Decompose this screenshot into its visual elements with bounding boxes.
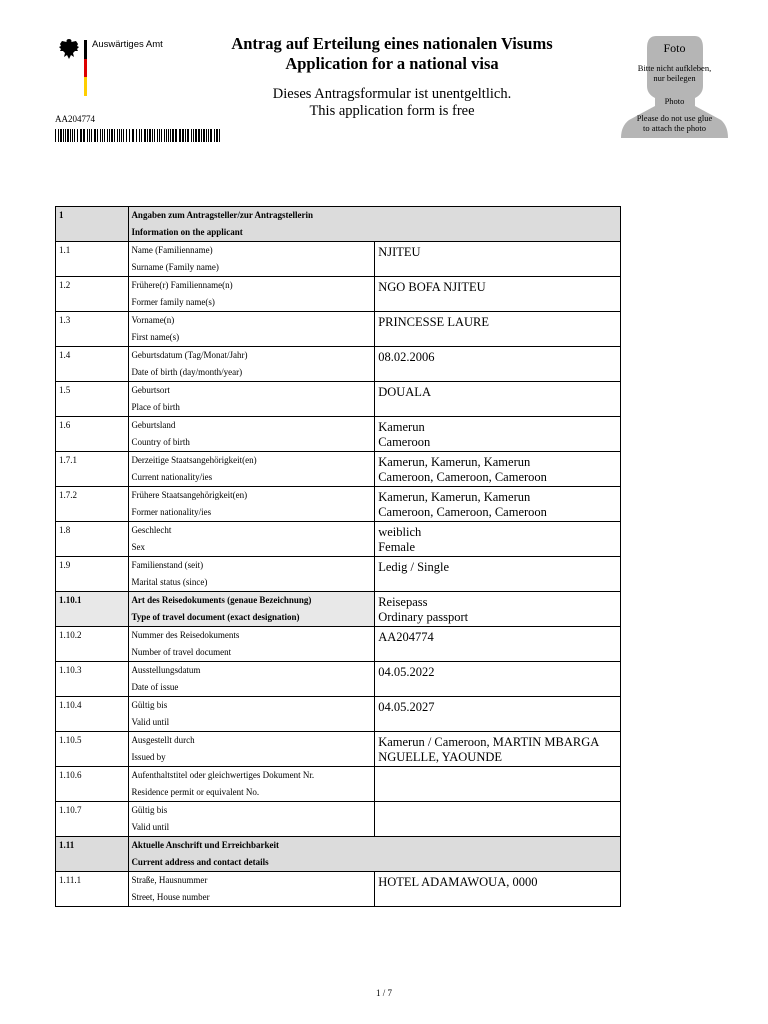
photo-note-en-2: to attach the photo (642, 123, 707, 133)
barcode-bar (141, 129, 142, 142)
barcode-bar (185, 129, 186, 142)
row-label (129, 697, 375, 732)
value-line-1: NGO BOFA NJITEU (378, 280, 486, 294)
barcode-bar (147, 129, 148, 142)
row-number: 1.9 (56, 557, 129, 592)
form-row (56, 277, 621, 312)
barcode-bar (195, 129, 197, 142)
barcode-bar (107, 129, 108, 142)
value-line-1: Kamerun, Kamerun, Kamerun (378, 490, 531, 504)
photo-label-de: Foto (663, 41, 686, 55)
label-en: Sex (131, 542, 145, 552)
barcode-bar (139, 129, 140, 142)
row-value (375, 592, 621, 627)
barcode-bar (187, 129, 189, 142)
label-de: Frühere(r) Familienname(n) (131, 280, 233, 290)
barcode-bar (182, 129, 184, 142)
label-de: Frühere Staatsangehörigkeit(en) (131, 490, 248, 500)
barcode-bar (102, 129, 103, 142)
row-label (129, 627, 375, 662)
label-en: Former nationality/ies (131, 507, 212, 517)
barcode-bar (97, 129, 98, 142)
label-en: Surname (Family name) (131, 262, 219, 272)
label-de: Geschlecht (131, 525, 172, 535)
label-de: Derzeitige Staatsangehörigkeit(en) (131, 455, 257, 465)
form-title-en: Application for a national visa (285, 54, 499, 73)
value-line-1: PRINCESSE LAURE (378, 315, 489, 329)
form-row (56, 732, 621, 767)
label-en: Place of birth (131, 402, 180, 412)
label-en: Former family name(s) (131, 297, 215, 307)
barcode-bar (172, 129, 174, 142)
row-number: 1.10.2 (56, 627, 129, 662)
free-form-note-de: Dieses Antragsformular ist unentgeltlich. (272, 86, 512, 102)
row-value (375, 242, 621, 277)
photo-label-en: Photo (664, 96, 685, 106)
row-value (375, 382, 621, 417)
barcode-bar (89, 129, 90, 142)
label-de: Straße, Hausnummer (131, 875, 208, 885)
label-de: Aufenthaltstitel oder gleichwertiges Dokument Nr. (131, 770, 315, 780)
barcode-bar (216, 129, 218, 142)
barcode-bar (198, 129, 200, 142)
organization-name: Auswärtiges Amt (92, 39, 163, 50)
barcode-bar (58, 129, 59, 142)
form-row (56, 872, 621, 907)
barcode-bar (208, 129, 209, 142)
row-value (375, 627, 621, 662)
barcode-bar (149, 129, 151, 142)
row-number: 1.10.4 (56, 697, 129, 732)
label-en: Residence permit or equivalent No. (131, 787, 260, 797)
barcode-bar (166, 129, 167, 142)
label-en: Valid until (131, 717, 170, 727)
row-label (129, 872, 375, 907)
barcode-bar (214, 129, 215, 142)
barcode-bar (80, 129, 82, 142)
free-form-note-en: This application form is free (309, 103, 475, 119)
barcode-bar (191, 129, 192, 142)
row-number: 1.10.6 (56, 767, 129, 802)
barcode-bar (121, 129, 122, 142)
barcode-bar (201, 129, 202, 142)
form-row (56, 312, 621, 347)
row-label (129, 767, 375, 802)
row-value (375, 697, 621, 732)
label-en: Valid until (131, 822, 170, 832)
barcode-bar (219, 129, 220, 142)
barcode-bar (159, 129, 160, 142)
row-value (375, 417, 621, 452)
row-value (375, 522, 621, 557)
row-number: 1.1 (56, 242, 129, 277)
row-label (129, 592, 375, 627)
barcode-bar (117, 129, 118, 142)
row-label (129, 207, 621, 242)
section-header-row (56, 837, 621, 872)
value-line-1: Ledig / Single (378, 560, 450, 574)
barcode-bar (114, 129, 115, 142)
barcode-bar (170, 129, 171, 142)
photo-note-de-1: Bitte nicht aufkleben, (637, 63, 712, 73)
barcode-bar (83, 129, 85, 142)
label-en: First name(s) (131, 332, 180, 342)
form-row (56, 557, 621, 592)
row-number: 1.6 (56, 417, 129, 452)
row-value (375, 347, 621, 382)
form-row (56, 417, 621, 452)
row-value (375, 802, 621, 837)
form-row (56, 697, 621, 732)
barcode-bar (164, 129, 165, 142)
row-label (129, 557, 375, 592)
barcode-bar (72, 129, 73, 142)
label-en: Issued by (131, 752, 166, 762)
barcode-bar (179, 129, 181, 142)
row-label (129, 732, 375, 767)
value-line-2: Female (378, 540, 415, 554)
barcode-bar (109, 129, 110, 142)
barcode-bar (161, 129, 162, 142)
barcode-bar (154, 129, 155, 142)
label-en: Date of birth (day/month/year) (131, 367, 243, 377)
section-header-row (56, 207, 621, 242)
value-line-1: weiblich (378, 525, 422, 539)
row-value (375, 557, 621, 592)
value-line-1: DOUALA (378, 385, 431, 399)
barcode-bar (100, 129, 101, 142)
label-en: Date of issue (131, 682, 179, 692)
label-en: Country of birth (131, 437, 190, 447)
row-value (375, 452, 621, 487)
row-label (129, 837, 621, 872)
photo-note-de-2: nur beilegen (653, 73, 696, 83)
form-row (56, 452, 621, 487)
row-number: 1.2 (56, 277, 129, 312)
row-number: 1.10.5 (56, 732, 129, 767)
barcode-bar (104, 129, 105, 142)
row-label (129, 662, 375, 697)
label-de: Ausgestellt durch (131, 735, 195, 745)
value-line-2: Cameroon (378, 435, 431, 449)
barcode-bar (55, 129, 56, 142)
label-de: Nummer des Reisedokuments (131, 630, 240, 640)
value-line-1: 08.02.2006 (378, 350, 435, 364)
value-line-1: AA204774 (378, 630, 434, 644)
form-row (56, 662, 621, 697)
label-en: Marital status (since) (131, 577, 208, 587)
form-row (56, 767, 621, 802)
federal-eagle-icon (58, 38, 80, 60)
label-en: Information on the applicant (131, 227, 243, 237)
row-label (129, 242, 375, 277)
row-label (129, 802, 375, 837)
barcode-bar (65, 129, 66, 142)
barcode-bar (123, 129, 124, 142)
row-label (129, 452, 375, 487)
reference-number: AA204774 (55, 114, 95, 124)
barcode-bar (126, 129, 127, 142)
barcode-bar (77, 129, 78, 142)
value-line-1: Kamerun, Kamerun, Kamerun (378, 455, 531, 469)
barcode-bar (67, 129, 69, 142)
label-en: Number of travel document (131, 647, 232, 657)
value-line-1: 04.05.2022 (378, 665, 435, 679)
row-label (129, 347, 375, 382)
barcode-bar (136, 129, 137, 142)
value-line-2: Cameroon, Cameroon, Cameroon (378, 470, 547, 484)
photo-placeholder (621, 34, 728, 138)
label-de: Familienstand (seit) (131, 560, 204, 570)
form-row (56, 627, 621, 662)
german-flag-stripe (84, 40, 87, 96)
barcode-bar (144, 129, 146, 142)
barcode-bar (203, 129, 205, 142)
label-de: Ausstellungsdatum (131, 665, 201, 675)
row-label (129, 522, 375, 557)
row-value (375, 277, 621, 312)
value-line-2: Ordinary passport (378, 610, 469, 624)
form-row (56, 802, 621, 837)
value-line-2: NGUELLE, YAOUNDE (378, 750, 503, 764)
label-en: Current nationality/ies (131, 472, 213, 482)
row-value (375, 662, 621, 697)
auswaertiges-amt-logo (58, 38, 188, 98)
barcode-bar (193, 129, 194, 142)
value-line-2: Cameroon, Cameroon, Cameroon (378, 505, 547, 519)
form-row (56, 487, 621, 522)
row-value (375, 487, 621, 522)
label-de: Name (Familienname) (131, 245, 213, 255)
barcode-bar (206, 129, 207, 142)
value-line-1: HOTEL ADAMAWOUA, 0000 (378, 875, 538, 889)
form-row (56, 242, 621, 277)
label-de: Geburtsland (131, 420, 176, 430)
label-de: Geburtsdatum (Tag/Monat/Jahr) (131, 350, 248, 360)
row-number: 1.10.7 (56, 802, 129, 837)
row-value (375, 312, 621, 347)
value-line-1: 04.05.2027 (378, 700, 435, 714)
value-line-1: NJITEU (378, 245, 421, 259)
form-row (56, 382, 621, 417)
value-line-1: Kamerun / Cameroon, MARTIN MBARGA (378, 735, 600, 749)
row-number: 1.10.3 (56, 662, 129, 697)
barcode-bar (152, 129, 153, 142)
row-number: 1.3 (56, 312, 129, 347)
label-de: Vorname(n) (131, 315, 175, 325)
row-number: 1.10.1 (56, 592, 129, 627)
barcode-bar (87, 129, 88, 142)
label-de: Gültig bis (131, 805, 168, 815)
value-line-1: Kamerun (378, 420, 425, 434)
barcode-bar (63, 129, 64, 142)
label-en: Street, House number (131, 892, 210, 902)
barcode-bar (91, 129, 92, 142)
form-row (56, 522, 621, 557)
row-label (129, 487, 375, 522)
barcode-bar (94, 129, 96, 142)
barcode-bar (119, 129, 120, 142)
row-label (129, 277, 375, 312)
row-label (129, 382, 375, 417)
barcode-bar (129, 129, 130, 142)
label-en: Type of travel document (exact designation) (131, 612, 300, 622)
barcode-bar (70, 129, 71, 142)
label-de: Aktuelle Anschrift und Erreichbarkeit (131, 840, 280, 850)
barcode-bar (175, 129, 177, 142)
value-line-1: Reisepass (378, 595, 428, 609)
row-number: 1.7.2 (56, 487, 129, 522)
row-number: 1.7.1 (56, 452, 129, 487)
photo-note-en-1: Please do not use glue (636, 113, 713, 123)
row-label (129, 417, 375, 452)
form-title-de: Antrag auf Erteilung eines nationalen Visums (231, 34, 553, 53)
label-de: Angaben zum Antragsteller/zur Antragstellerin (131, 210, 314, 220)
row-number: 1.11.1 (56, 872, 129, 907)
label-en: Current address and contact details (131, 857, 269, 867)
barcode-bar (168, 129, 169, 142)
row-label (129, 312, 375, 347)
barcode (55, 129, 221, 142)
label-de: Art des Reisedokuments (genaue Bezeichnung) (131, 595, 312, 605)
barcode-bar (74, 129, 75, 142)
form-row (56, 347, 621, 382)
row-number: 1.11 (56, 837, 129, 872)
row-number: 1.4 (56, 347, 129, 382)
label-de: Gültig bis (131, 700, 168, 710)
form-row (56, 592, 621, 627)
barcode-bar (210, 129, 212, 142)
barcode-bar (157, 129, 158, 142)
label-de: Geburtsort (131, 385, 170, 395)
barcode-bar (111, 129, 113, 142)
row-value (375, 732, 621, 767)
row-number: 1 (56, 207, 129, 242)
row-value (375, 767, 621, 802)
applicant-form-table (55, 206, 621, 907)
row-number: 1.5 (56, 382, 129, 417)
row-number: 1.8 (56, 522, 129, 557)
page-number: 1 / 7 (375, 988, 392, 998)
row-value (375, 872, 621, 907)
barcode-bar (132, 129, 134, 142)
barcode-bar (60, 129, 62, 142)
